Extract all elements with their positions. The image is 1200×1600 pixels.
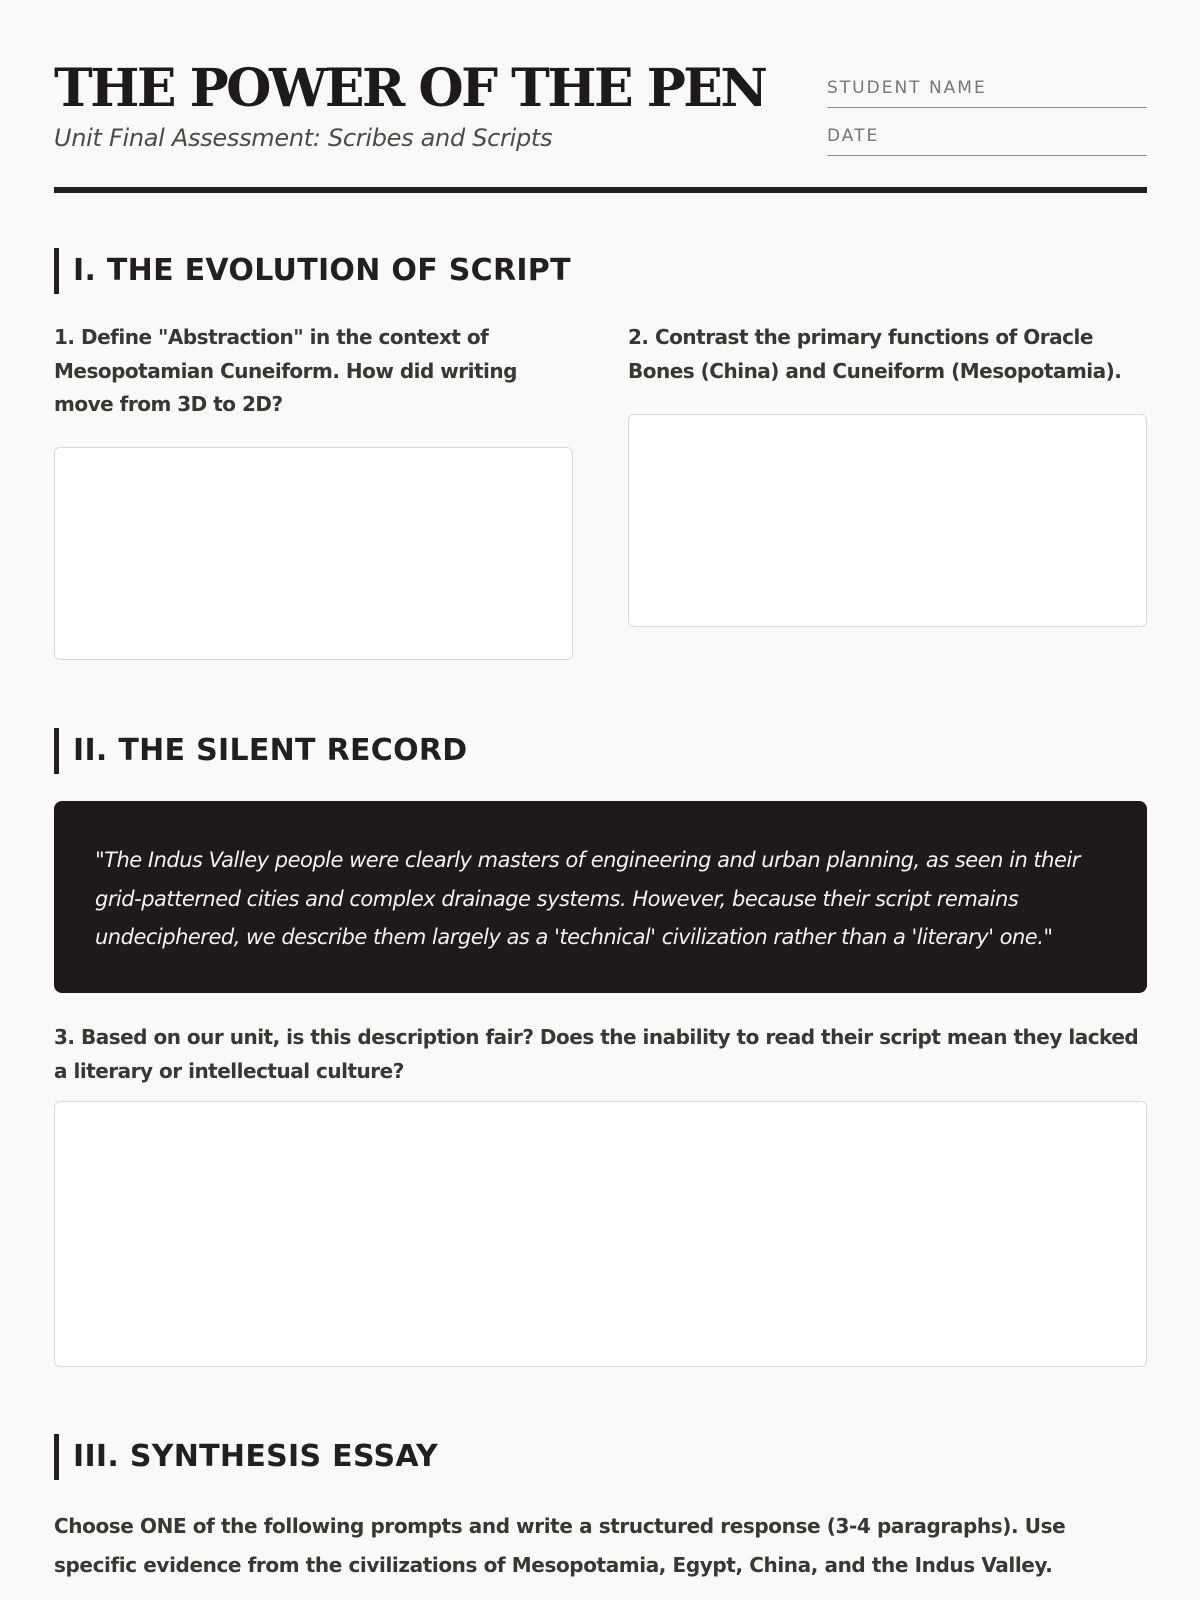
section-heading-synthesis: III. SYNTHESIS ESSAY [54,1434,438,1480]
quote-text: "The Indus Valley people were clearly masters of engineering and urban planning, as seen in their grid-patterned cities and complex drainage systems. However, because their script remains undeciphered, we describe them largely as a 'technical' civilization rather than a 'literary' one." [95,848,1080,949]
question-2: 2. Contrast the primary functions of Oracle Bones (China) and Cuneiform (Mesopotamia). [628,325,1122,383]
section-heading-silent-record: II. THE SILENT RECORD [54,728,467,774]
page-title: THE POWER OF THE PEN [54,58,766,119]
quote-block [54,801,1147,993]
answer-box-3[interactable] [54,1101,1147,1367]
answer-box-1[interactable] [54,447,573,660]
date-label: DATE [827,126,880,146]
student-fields [827,78,1147,174]
student-name-field[interactable] [827,78,1147,126]
header [54,58,1147,194]
answer-box-2[interactable] [628,414,1147,627]
header-divider [54,187,1147,193]
student-name-label: STUDENT NAME [827,78,987,98]
question-1: 1. Define "Abstraction" in the context of Mesopotamian Cuneiform. How did writing move from 3D to 2D? [54,325,517,416]
section-heading-evolution: I. THE EVOLUTION OF SCRIPT [54,248,571,294]
page-subtitle: Unit Final Assessment: Scribes and Scripts [54,124,553,152]
date-field[interactable] [827,126,1147,174]
essay-instructions: Choose ONE of the following prompts and write a structured response (3-4 paragraphs). Use specific evidence from the civilizations of Mesopotamia, Egypt, China, and the Indus Valley. [54,1514,1066,1577]
question-3: 3. Based on our unit, is this description fair? Does the inability to read their script mean they lacked a literary or intellectual culture? [54,1025,1139,1083]
date-line[interactable] [827,155,1147,156]
student-name-line[interactable] [827,107,1147,108]
